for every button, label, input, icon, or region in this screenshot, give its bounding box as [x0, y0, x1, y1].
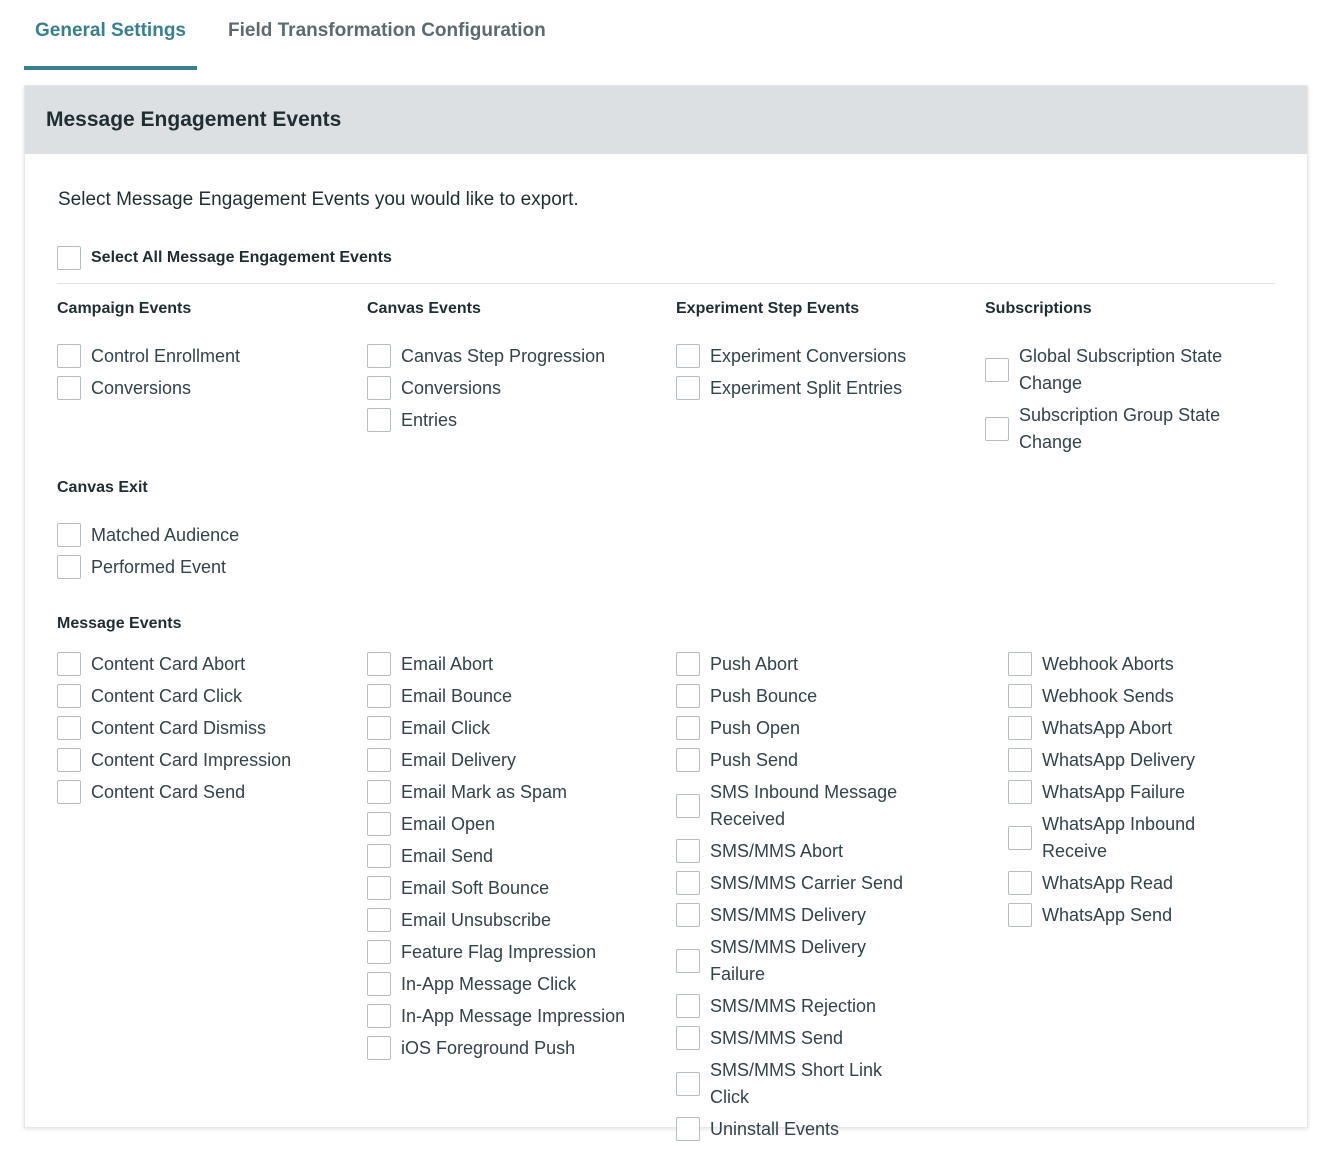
checkbox-label: SMS/MMS Delivery Failure	[710, 936, 867, 984]
message-events-column-3	[676, 648, 946, 1145]
group-title: Experiment Step Events	[676, 300, 860, 317]
checkbox-label: Content Card Click	[91, 685, 243, 706]
checkbox[interactable]	[57, 555, 81, 579]
checkbox-option-conversions[interactable]	[367, 372, 657, 404]
group-campaign-events	[57, 299, 347, 404]
message-events-column-2	[367, 648, 667, 1064]
checkbox-label: Email Abort	[401, 653, 494, 674]
checkbox[interactable]	[367, 716, 391, 740]
checkbox-label: Email Bounce	[401, 685, 513, 706]
checkbox[interactable]	[1008, 716, 1032, 740]
checkbox-label: WhatsApp Delivery	[1042, 749, 1196, 770]
group-experiment-step-events	[676, 299, 966, 404]
checkbox-label: SMS Inbound Message Received	[710, 781, 898, 829]
checkbox-label: Push Bounce	[710, 685, 818, 706]
checkbox[interactable]	[676, 1117, 700, 1141]
checkbox-label: WhatsApp Read	[1042, 872, 1174, 893]
checkbox-option-email-bounce[interactable]	[367, 680, 667, 712]
checkbox[interactable]	[57, 523, 81, 547]
checkbox-option-email-abort[interactable]	[367, 648, 667, 680]
checkbox[interactable]	[57, 246, 81, 270]
checkbox-label: Content Card Abort	[91, 653, 246, 674]
checkbox-option-email-soft-bounce[interactable]	[367, 872, 667, 904]
message-engagement-events-card	[24, 85, 1308, 1139]
checkbox-option-ios-foreground-push[interactable]	[367, 1032, 667, 1064]
checkbox-label: Email Unsubscribe	[401, 909, 552, 930]
checkbox-option-sms-mms-send[interactable]	[676, 1022, 946, 1054]
checkbox-label: Control Enrollment	[91, 345, 241, 366]
checkbox-label: Matched Audience	[91, 524, 240, 545]
select-all-checkbox[interactable]	[57, 246, 392, 270]
checkbox-option-control-enrollment[interactable]	[57, 340, 347, 372]
checkbox[interactable]	[1008, 903, 1032, 927]
checkbox-label: In-App Message Click	[401, 973, 577, 994]
checkbox-label: Email Soft Bounce	[401, 877, 550, 898]
checkbox-option-subscription-group-state-change[interactable]	[985, 399, 1255, 458]
group-title: Campaign Events	[57, 300, 192, 317]
checkbox-label: Webhook Aborts	[1042, 653, 1174, 674]
checkbox-label: WhatsApp Failure	[1042, 781, 1186, 802]
checkbox-option-whatsapp-read[interactable]	[1008, 867, 1278, 899]
checkbox-label: Push Open	[710, 717, 801, 738]
checkbox-label: Performed Event	[91, 556, 227, 577]
checkbox-label: Conversions	[91, 377, 192, 398]
checkbox-option-whatsapp-abort[interactable]	[1008, 712, 1278, 744]
checkbox-option-sms-mms-rejection[interactable]	[676, 990, 946, 1022]
checkbox[interactable]	[57, 684, 81, 708]
checkbox-option-content-card-dismiss[interactable]	[57, 712, 357, 744]
checkbox-label: WhatsApp Send	[1042, 904, 1173, 925]
checkbox[interactable]	[367, 376, 391, 400]
group-title: Canvas Events	[367, 300, 481, 317]
message-events-column-1	[57, 648, 357, 808]
checkbox-label: In-App Message Impression	[401, 1005, 626, 1026]
checkbox[interactable]	[676, 716, 700, 740]
checkbox-option-whatsapp-send[interactable]	[1008, 899, 1278, 931]
intro-text: Select Message Engagement Events you would like to export.	[58, 189, 579, 210]
checkbox[interactable]	[676, 839, 700, 863]
checkbox-label: Experiment Conversions	[710, 345, 907, 366]
checkbox-option-push-bounce[interactable]	[676, 680, 946, 712]
checkbox[interactable]	[676, 652, 700, 676]
checkbox[interactable]	[676, 344, 700, 368]
checkbox[interactable]	[367, 684, 391, 708]
checkbox-option-matched-audience[interactable]	[57, 519, 347, 551]
checkbox-label: Conversions	[401, 377, 502, 398]
checkbox-label: Webhook Sends	[1042, 685, 1174, 706]
select-all-label: Select All Message Engagement Events	[91, 249, 392, 266]
checkbox[interactable]	[676, 376, 700, 400]
checkbox-label: SMS/MMS Delivery	[710, 904, 867, 925]
checkbox-label: SMS/MMS Send	[710, 1027, 844, 1048]
checkbox[interactable]	[676, 949, 700, 973]
checkbox-label: WhatsApp Inbound Receive	[1042, 813, 1196, 861]
checkbox-option-whatsapp-failure[interactable]	[1008, 776, 1278, 808]
checkbox-label: Email Click	[401, 717, 491, 738]
checkbox-option-uninstall-events[interactable]	[676, 1113, 946, 1145]
checkbox-option-webhook-sends[interactable]	[1008, 680, 1278, 712]
checkbox-option-content-card-click[interactable]	[57, 680, 357, 712]
group-title: Subscriptions	[985, 300, 1092, 317]
checkbox-label: Content Card Send	[91, 781, 246, 802]
checkbox[interactable]	[367, 652, 391, 676]
tab-field-transformation-configuration[interactable]: Field Transformation Configuration	[228, 20, 546, 41]
checkbox[interactable]	[1008, 780, 1032, 804]
group-title: Message Events	[57, 615, 182, 632]
checkbox[interactable]	[367, 812, 391, 836]
checkbox-option-email-unsubscribe[interactable]	[367, 904, 667, 936]
checkbox-option-conversions[interactable]	[57, 372, 347, 404]
checkbox-label: Entries	[401, 409, 458, 430]
checkbox-option-email-send[interactable]	[367, 840, 667, 872]
checkbox-label: Feature Flag Impression	[401, 941, 597, 962]
checkbox[interactable]	[367, 972, 391, 996]
checkbox-option-sms-mms-abort[interactable]	[676, 835, 946, 867]
checkbox-option-push-send[interactable]	[676, 744, 946, 776]
checkbox-label: Email Mark as Spam	[401, 781, 568, 802]
checkbox-label: Uninstall Events	[710, 1118, 840, 1139]
checkbox[interactable]	[676, 748, 700, 772]
checkbox-option-email-click[interactable]	[367, 712, 667, 744]
checkbox[interactable]	[1008, 684, 1032, 708]
checkbox[interactable]	[676, 1026, 700, 1050]
group-subscriptions	[985, 299, 1255, 458]
checkbox-label: Push Send	[710, 749, 799, 770]
tab-bar	[24, 0, 557, 70]
checkbox-option-feature-flag-impression[interactable]	[367, 936, 667, 968]
checkbox-option-sms-mms-delivery[interactable]	[676, 899, 946, 931]
checkbox-label: SMS/MMS Carrier Send	[710, 872, 904, 893]
checkbox-option-entries[interactable]	[367, 404, 657, 436]
checkbox[interactable]	[367, 940, 391, 964]
checkbox-option-whatsapp-delivery[interactable]	[1008, 744, 1278, 776]
checkbox[interactable]	[1008, 871, 1032, 895]
checkbox-label: Content Card Dismiss	[91, 717, 267, 738]
checkbox-option-in-app-message-click[interactable]	[367, 968, 667, 1000]
checkbox-option-content-card-impression[interactable]	[57, 744, 357, 776]
group-message-events	[57, 614, 1287, 634]
checkbox-label: Global Subscription State Change	[1019, 345, 1223, 393]
checkbox[interactable]	[676, 871, 700, 895]
checkbox[interactable]	[57, 748, 81, 772]
checkbox-label: Experiment Split Entries	[710, 377, 903, 398]
checkbox-label: SMS/MMS Rejection	[710, 995, 877, 1016]
checkbox-option-webhook-aborts[interactable]	[1008, 648, 1278, 680]
checkbox-label: Email Open	[401, 813, 496, 834]
checkbox[interactable]	[1008, 826, 1032, 850]
checkbox-label: Subscription Group State Change	[1019, 404, 1221, 452]
divider	[57, 283, 1275, 284]
checkbox-label: Email Send	[401, 845, 494, 866]
checkbox-option-push-abort[interactable]	[676, 648, 946, 680]
checkbox-option-sms-mms-short-link-click[interactable]	[676, 1054, 946, 1113]
checkbox[interactable]	[676, 684, 700, 708]
group-canvas-exit	[57, 478, 347, 583]
checkbox-option-email-open[interactable]	[367, 808, 667, 840]
checkbox-option-global-subscription-state-change[interactable]	[985, 340, 1255, 399]
checkbox[interactable]	[1008, 748, 1032, 772]
checkbox-label: Push Abort	[710, 653, 799, 674]
checkbox-option-experiment-conversions[interactable]	[676, 340, 966, 372]
checkbox-label: WhatsApp Abort	[1042, 717, 1173, 738]
checkbox-option-content-card-abort[interactable]	[57, 648, 357, 680]
checkbox[interactable]	[57, 376, 81, 400]
message-events-column-4	[1008, 648, 1278, 931]
card-title: Message Engagement Events	[25, 86, 1307, 154]
checkbox-label: SMS/MMS Short Link Click	[710, 1059, 883, 1107]
checkbox[interactable]	[367, 1036, 391, 1060]
checkbox[interactable]	[367, 344, 391, 368]
checkbox-option-whatsapp-inbound-receive[interactable]	[1008, 808, 1278, 867]
checkbox[interactable]	[1008, 652, 1032, 676]
checkbox-option-email-mark-as-spam[interactable]	[367, 776, 667, 808]
checkbox-label: SMS/MMS Abort	[710, 840, 844, 861]
checkbox[interactable]	[676, 903, 700, 927]
checkbox-option-performed-event[interactable]	[57, 551, 347, 583]
group-canvas-events	[367, 299, 657, 436]
checkbox[interactable]	[367, 844, 391, 868]
checkbox-option-email-delivery[interactable]	[367, 744, 667, 776]
checkbox[interactable]	[367, 408, 391, 432]
checkbox[interactable]	[676, 994, 700, 1018]
group-title: Canvas Exit	[57, 479, 148, 496]
checkbox-option-in-app-message-impression[interactable]	[367, 1000, 667, 1032]
checkbox-label: Email Delivery	[401, 749, 517, 770]
checkbox-option-canvas-step-progression[interactable]	[367, 340, 657, 372]
checkbox[interactable]	[57, 344, 81, 368]
checkbox-option-sms-mms-carrier-send[interactable]	[676, 867, 946, 899]
checkbox[interactable]	[985, 358, 1009, 382]
checkbox[interactable]	[367, 908, 391, 932]
checkbox[interactable]	[676, 794, 700, 818]
checkbox[interactable]	[57, 780, 81, 804]
checkbox[interactable]	[367, 748, 391, 772]
checkbox[interactable]	[985, 417, 1009, 441]
checkbox-label: iOS Foreground Push	[401, 1037, 576, 1058]
checkbox[interactable]	[367, 876, 391, 900]
checkbox[interactable]	[367, 1004, 391, 1028]
checkbox-option-sms-inbound-message-received[interactable]	[676, 776, 946, 835]
checkbox[interactable]	[367, 780, 391, 804]
checkbox[interactable]	[57, 716, 81, 740]
checkbox-option-sms-mms-delivery-failure[interactable]	[676, 931, 946, 990]
checkbox-label: Canvas Step Progression	[401, 345, 606, 366]
tab-general-settings[interactable]: General Settings	[24, 0, 197, 70]
checkbox[interactable]	[676, 1072, 700, 1096]
checkbox[interactable]	[57, 652, 81, 676]
checkbox-option-content-card-send[interactable]	[57, 776, 357, 808]
checkbox-option-experiment-split-entries[interactable]	[676, 372, 966, 404]
checkbox-option-push-open[interactable]	[676, 712, 946, 744]
checkbox-label: Content Card Impression	[91, 749, 292, 770]
